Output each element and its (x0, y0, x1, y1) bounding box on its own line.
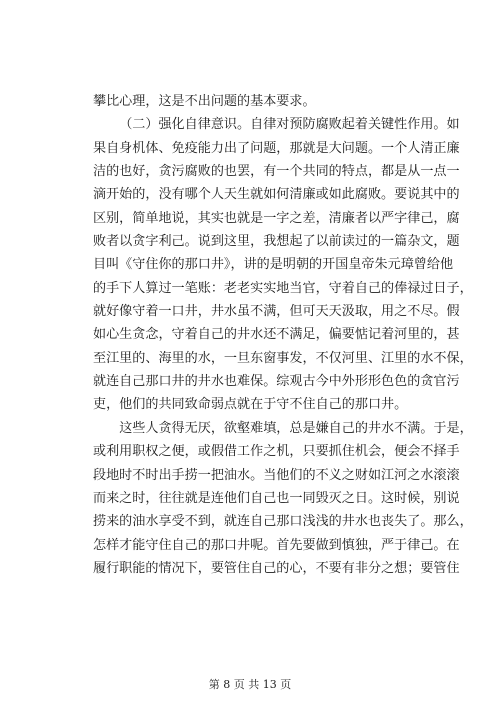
text-line: 怎样才能守住自己的那口井呢。首先要做到慎独，严于律己。在 (93, 537, 460, 553)
text-line: 这些人贪得无厌，欲壑难填，总是嫌自己的井水不满。于是， (119, 420, 473, 436)
text-line: 段地时不时出手捞一把油水。当他们的不义之财如江河之水滚滚 (93, 467, 460, 483)
text-line: 的手下人算过一笔账：老老实实地当官，守着自己的俸禄过日子， (93, 280, 473, 296)
text-line: 至江里的、海里的水，一旦东窗事发，不仅河里、江里的水不保， (93, 350, 473, 366)
text-line: 或利用职权之便，或假借工作之机，只要抓住机会，便会不择手 (93, 444, 460, 460)
text-line: 如心生贪念，守着自己的井水还不满足，偏要惦记着河里的，甚 (93, 327, 460, 343)
body-text (93, 90, 473, 580)
text-line: 而来之时，往往就是连他们自己也一同毁灭之日。这时候，别说 (93, 490, 460, 506)
text-line: 攀比心理，这是不出问题的基本要求。 (93, 94, 316, 109)
text-line: 履行职能的情况下，要管住自己的心，不要有非分之想；要管住 (93, 560, 460, 576)
text-line: 就好像守着一口井，井水虽不满，但可天天汲取，用之不尽。假 (93, 304, 460, 320)
text-line: 区别，简单地说，其实也就是一字之差，清廉者以严字律己，腐 (93, 210, 460, 226)
page-number-label: 第 8 页 共 13 页 (208, 678, 292, 691)
text-line: 滴开始的，没有哪个人天生就如何清廉或如此腐败。要说其中的 (93, 187, 460, 203)
text-line: 捞来的油水享受不到，就连自己那口浅浅的井水也丧失了。那么， (93, 514, 473, 530)
text-line: 果自身机体、免疫能力出了问题，那就是大问题。一个人清正廉 (93, 140, 460, 156)
text-line: （二）强化自律意识。自律对预防腐败起着关键性作用。如 (119, 117, 460, 133)
text-line: 洁的也好，贪污腐败的也罢，有一个共同的特点，都是从一点一 (93, 164, 460, 180)
text-line: 就连自己那口井的井水也难保。综观古今中外形形色色的贪官污 (93, 374, 460, 390)
text-line: 败者以贪字利己。说到这里，我想起了以前读过的一篇杂文，题 (93, 234, 460, 250)
text-line: 目叫《守住你的那口井》，讲的是明朝的开国皇帝朱元璋曾给他 (93, 257, 454, 273)
page-footer (0, 676, 500, 692)
text-line: 吏，他们的共同致命弱点就在于守不住自己的那口井。 (93, 397, 408, 413)
